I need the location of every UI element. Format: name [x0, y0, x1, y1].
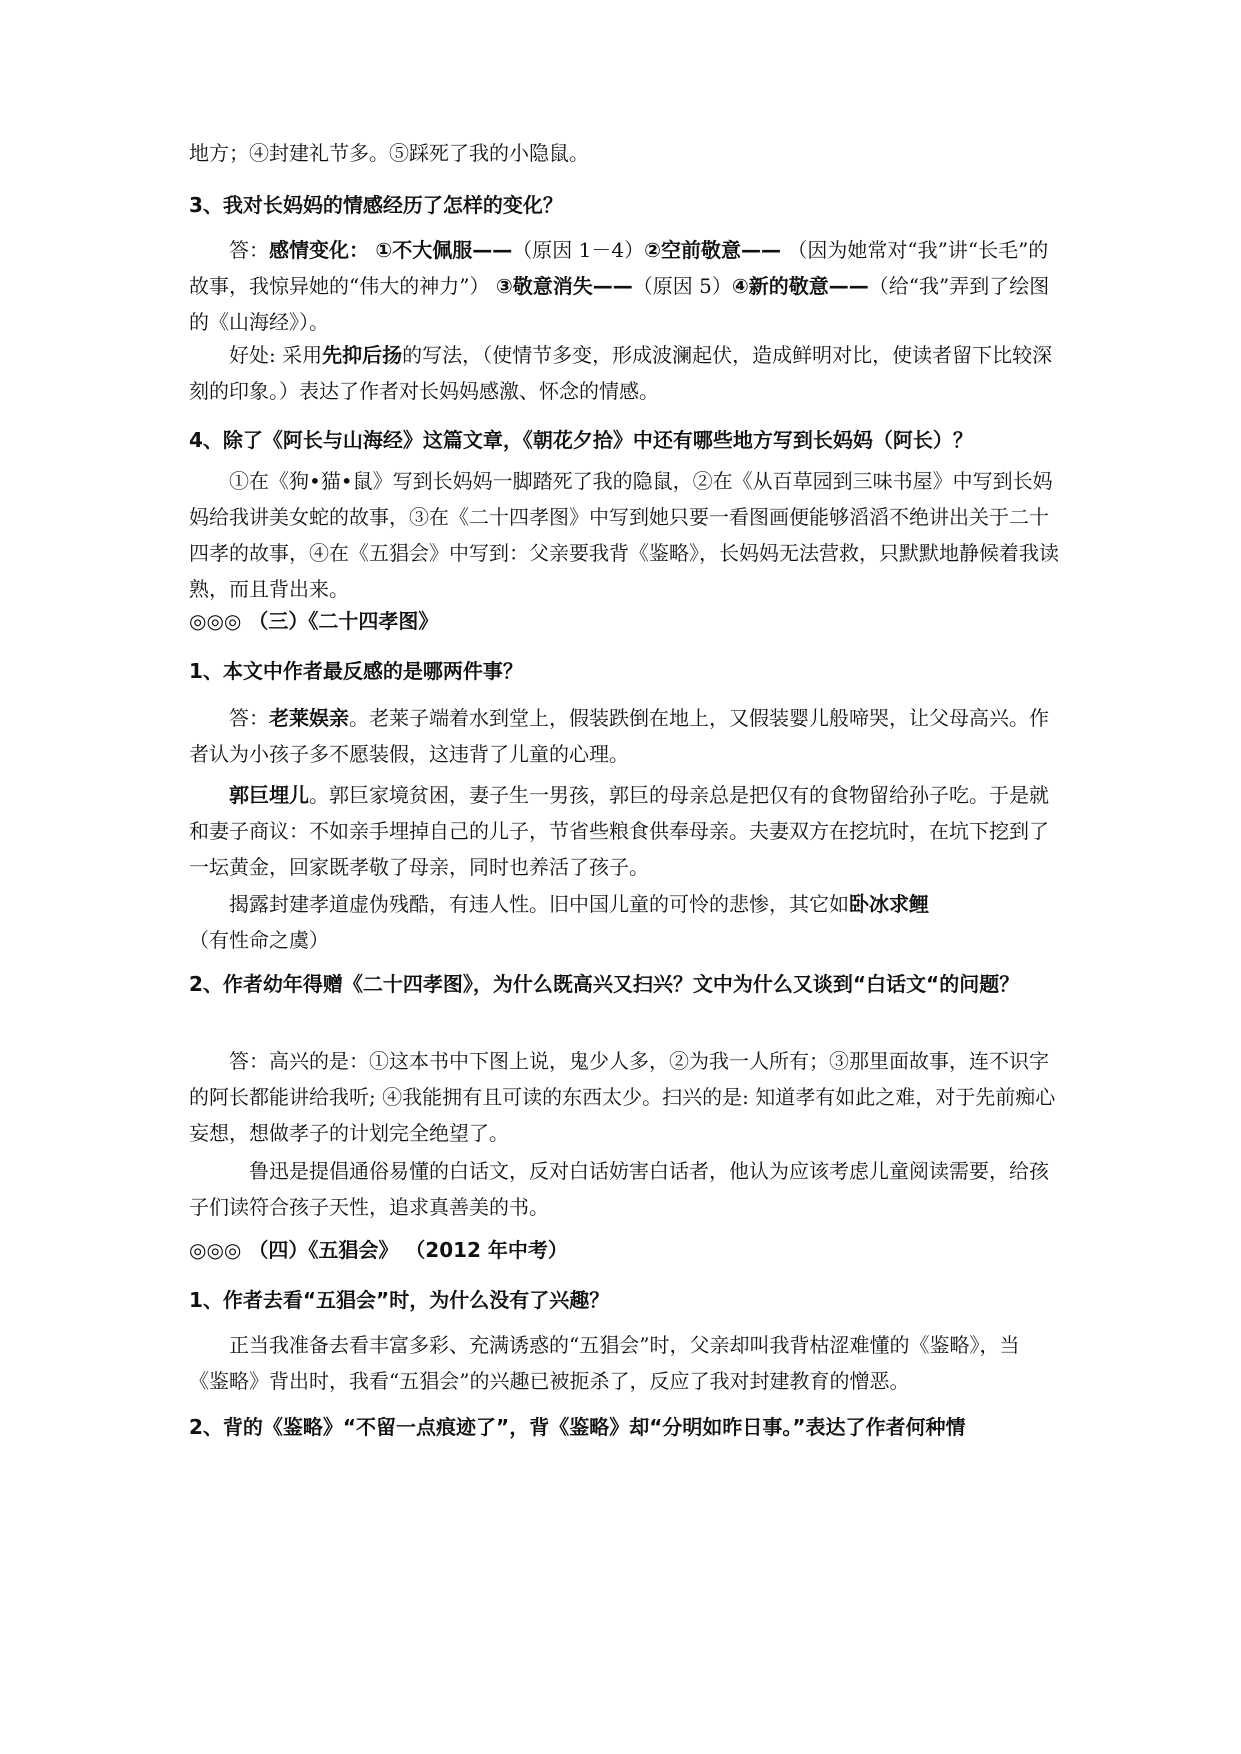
story-text-laolai: 。老莱子端着水到堂上，假装跌倒在地上，又假装婴儿般啼哭，让父母高兴。作者认为小孩子多不愿装假，这违背了儿童的心理。 — [189, 706, 1049, 766]
section-4-answer-1: 正当我准备去看丰富多彩、充满诱惑的“五猖会”时，父亲却叫我背枯涩难懂的《鉴略》，当《鉴略》背出时，我看“五猖会”的兴趣已被扼杀了，反应了我对封建教育的憎恶。 — [189, 1333, 1020, 1393]
emotion-change-label: 感情变化： — [269, 238, 369, 262]
benefit-text: 的写法，（使情节多变，形成波澜起伏，造成鲜明对比，使读者留下比较深刻的印象。）表达了作者对长妈妈感激、怀念的情感。 — [189, 343, 1053, 403]
section-heading-3: ◎◎◎ （三）《二十四孝图》 — [189, 609, 439, 633]
section-heading-4: ◎◎◎ （四）《五猖会》 （2012 年中考） — [189, 1238, 568, 1262]
conclusion-note: （有性命之虞） — [189, 928, 329, 952]
section-3-answer-5: 鲁迅是提倡通俗易懂的白话文，反对白话妨害白话者，他认为应该考虑儿童阅读需要，给孩子们读符合孩子天性，追求真善美的书。 — [189, 1159, 1049, 1219]
answer-4: ①在《狗•猫•鼠》写到长妈妈一脚踏死了我的隐鼠，②在《从百草园到三味书屋》中写到长妈妈给我讲美女蛇的故事，③在《二十四孝图》中写到她只要一看图画便能够滔滔不绝讲出关于二十四孝的故事，④在《五猖会》中写到：父亲要我背《鉴略》，长妈妈无法营救，只默默地静候着我读熟，而且背出来。 — [189, 469, 1059, 601]
section-4-question-1: 1、作者去看“五猖会”时，为什么没有了兴趣？ — [189, 1288, 610, 1312]
stage-4-label: ④新的敬意—— — [731, 274, 869, 298]
section-3-question-1: 1、本文中作者最反感的是哪两件事？ — [189, 659, 523, 683]
answer-lead: 答： — [229, 238, 269, 262]
story-title-woying: 卧冰求鲤 — [849, 892, 929, 916]
question-4: 4、除了《阿长与山海经》这篇文章，《朝花夕拾》中还有哪些地方写到长妈妈（阿长）？ — [189, 428, 973, 452]
section-3-answer-4: 答：高兴的是：①这本书中下图上说，鬼少人多，②为我一人所有；③那里面故事，连不识字的阿长都能讲给我听; ④我能拥有且可读的东西太少。扫兴的是: 知道孝有如此之难，对于先前痴心妄想，想做孝子的计划完全绝望了。 — [189, 1049, 1056, 1145]
section-3-question-2: 2、作者幼年得赠《二十四孝图》，为什么既高兴又扫兴？文中为什么又谈到“白话文“的问题？ — [189, 972, 1020, 996]
question-3: 3、我对长妈妈的情感经历了怎样的变化？ — [189, 193, 563, 217]
section-3-answer-3 — [189, 886, 1059, 958]
benefit-lead: 好处: 采用 — [229, 343, 323, 367]
benefit-paragraph — [189, 337, 1059, 409]
section-3-answer-2 — [189, 777, 1059, 885]
stage-3-label: ③敬意消失—— — [495, 274, 633, 298]
stage-2-label: ②空前敬意—— — [644, 238, 782, 262]
stage-1-text: （原因 1－4） — [512, 238, 645, 262]
story-text-guoju: 。郭巨家境贫困，妻子生一男孩，郭巨的母亲总是把仅有的食物留给孙子吃。于是就和妻子商议：不如亲手埋掉自己的儿子，节省些粮食供奉母亲。夫妻双方在挖坑时，在坑下挖到了一坛黄金，回家既孝敬了母亲，同时也养活了孩子。 — [189, 783, 1049, 879]
stage-1-label: ①不大佩服—— — [375, 238, 513, 262]
stage-3-text: （原因 5） — [632, 274, 732, 298]
story-title-laolai: 老莱娱亲 — [269, 706, 349, 730]
section-4-question-2: 2、背的《鉴略》“不留一点痕迹了”，背《鉴略》却“分明如昨日事。”表达了作者何种情 — [189, 1415, 966, 1439]
benefit-technique: 先抑后扬 — [322, 343, 403, 367]
story-title-guoju: 郭巨埋儿 — [229, 783, 309, 807]
paragraph-continued: 地方；④封建礼节多。⑤踩死了我的小隐鼠。 — [189, 141, 589, 165]
stage-2-text: （因为她常对“我”讲“长毛”的故事，我惊异她的“伟大的神力”） — [189, 238, 1049, 298]
stage-4-text: （给“我”弄到了绘图的《山海经》）。 — [189, 274, 1050, 334]
answer-lead: 答： — [229, 706, 269, 730]
section-3-answer-1 — [189, 700, 1059, 772]
conclusion-text: 揭露封建孝道虚伪残酷，有违人性。旧中国儿童的可怜的悲惨，其它如 — [229, 892, 849, 916]
answer-3 — [189, 232, 1059, 340]
